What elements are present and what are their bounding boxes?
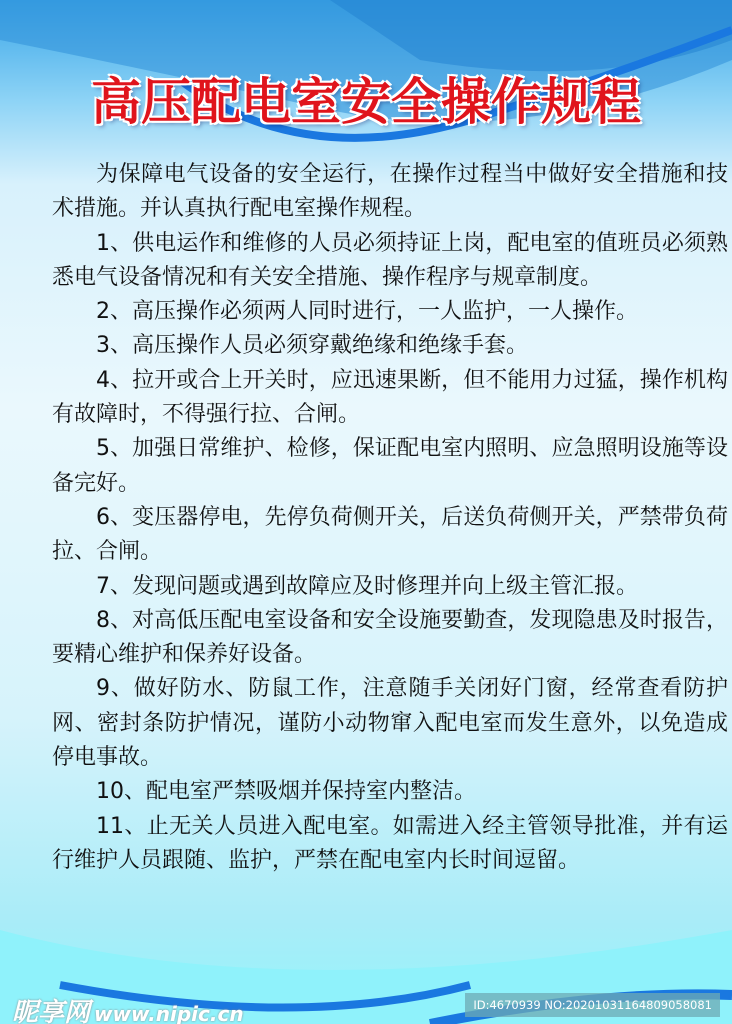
rule-item: 6、变压器停电，先停负荷侧开关，后送负荷侧开关，严禁带负荷拉、合闸。 [52,504,728,565]
rule-item: 4、拉开或合上开关时，应迅速果断，但不能用力过猛，操作机构有故障时，不得强行拉、合闸。 [52,367,728,428]
page-title: 高压配电室安全操作规程 [91,73,641,131]
watermark-brand: 昵享网 [12,998,91,1024]
rule-item: 1、供电运作和维修的人员必须持证上岗，配电室的值班员必须熟悉电气设备情况和有关安全措施、操作程序与规章制度。 [52,230,728,290]
regulation-body [52,158,728,878]
rule-item: 2、高压操作必须两人同时进行，一人监护，一人操作。 [96,299,638,325]
rule-item: 10、配电室严禁吸烟并保持室内整洁。 [96,779,476,805]
image-id-label: ID:4670939 NO:20201031164809058081 [465,993,720,1017]
watermark-url: www.nipic.cn [94,1002,244,1024]
rule-item: 7、发现问题或遇到故障应及时修理并向上级主管汇报。 [96,573,638,599]
rule-item: 9、做好防水、防鼠工作，注意随手关闭好门窗，经常查看防护网、密封条防护情况，谨防小动物窜入配电室而发生意外，以免造成停电事故。 [52,676,728,771]
intro-paragraph: 为保障电气设备的安全运行，在操作过程当中做好安全措施和技术措施。并认真执行配电室操作规程。 [52,162,728,222]
rule-item: 11、止无关人员进入配电室。如需进入经主管领导批准，并有运行维护人员跟随、监护，严禁在配电室内长时间逗留。 [52,813,728,873]
rule-item: 8、对高低压配电室设备和安全设施要勤查，发现隐患及时报告，要精心维护和保养好设备。 [52,607,728,668]
rule-item: 3、高压操作人员必须穿戴绝缘和绝缘手套。 [96,333,528,359]
watermark-logo [12,992,244,1024]
rule-item: 5、加强日常维护、检修，保证配电室内照明、应急照明设施等设备完好。 [52,436,728,496]
